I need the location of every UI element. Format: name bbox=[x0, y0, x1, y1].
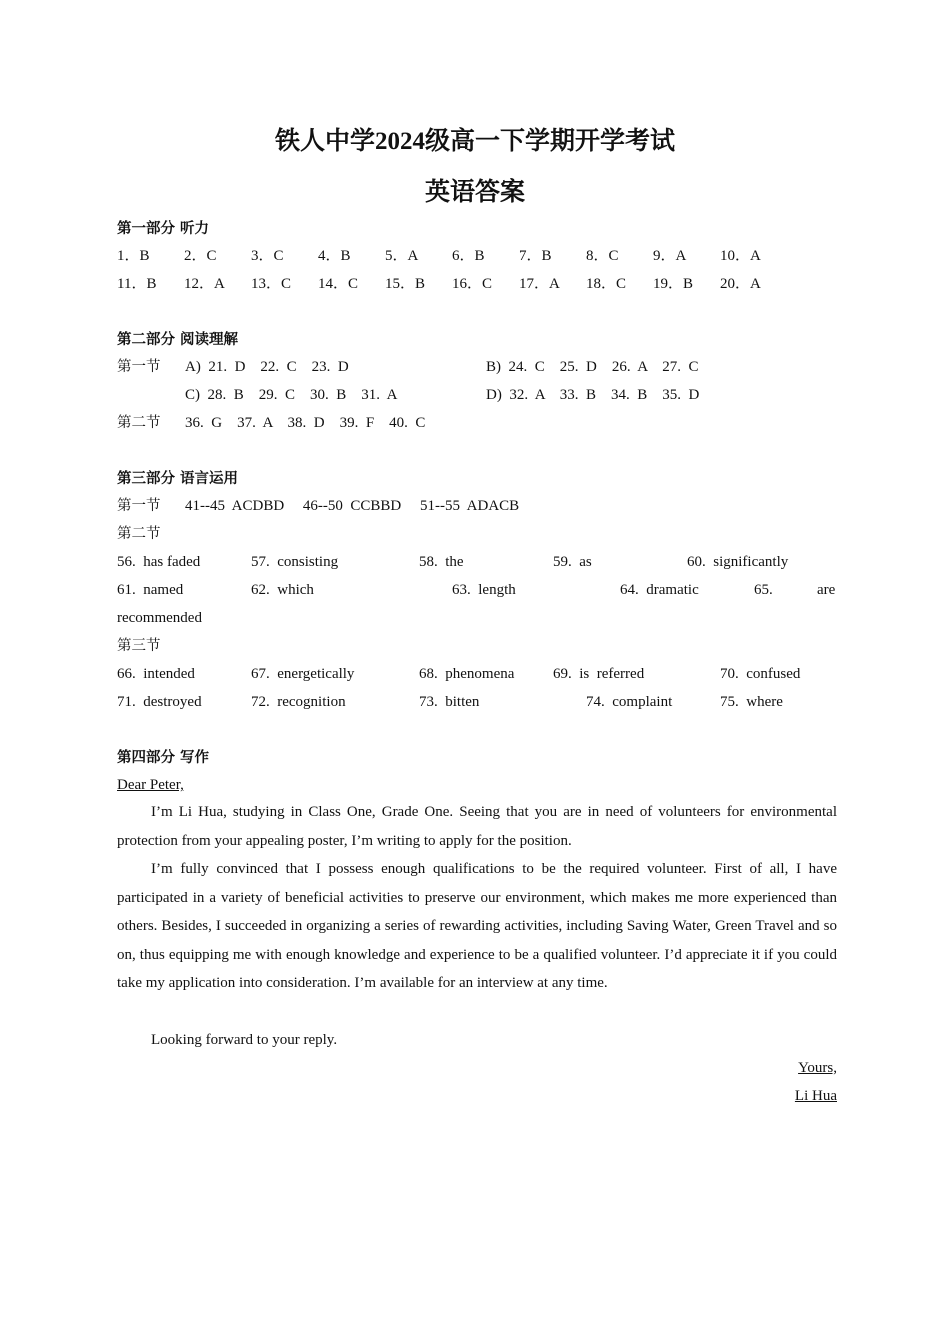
reading-section2-answers: 36. G 37. A 38. D 39. F 40. C bbox=[185, 415, 426, 431]
letter-closing: Yours, bbox=[798, 1060, 837, 1076]
part3-heading: 第三部分 语言运用 bbox=[117, 471, 239, 487]
answer: 10．A bbox=[720, 248, 761, 264]
part4-heading: 第四部分 写作 bbox=[117, 750, 210, 766]
answer: 15．B bbox=[385, 276, 426, 292]
cloze-answers: 41--45 ACDBD 46--50 CCBBD 51--55 ADACB bbox=[185, 498, 520, 514]
answer: 66. intended bbox=[117, 666, 195, 682]
part2-section1-label: 第一节 bbox=[117, 359, 161, 375]
letter-signature: Li Hua bbox=[794, 1088, 837, 1104]
reading-group-a: A) 21. D 22. C 23. D bbox=[185, 359, 349, 375]
letter-paragraph-1: I’m Li Hua, studying in Class One, Grade One. Seeing that you are in need of volunteers for environmental protection from your appealing poster, I’m writing to apply for the position. bbox=[117, 804, 837, 849]
answer: 73. bitten bbox=[419, 694, 480, 710]
answer: 8．C bbox=[586, 248, 619, 264]
reading-group-c: C) 28. B 29. C 30. B 31. A bbox=[185, 387, 398, 403]
answer: 7．B bbox=[519, 248, 552, 264]
answer: 18．C bbox=[586, 276, 627, 292]
part3-section2-label: 第二节 bbox=[117, 526, 161, 542]
answer: 5．A bbox=[385, 248, 419, 264]
page-title: 铁人中学2024级高一下学期开学考试 bbox=[274, 128, 675, 155]
part3-section1-label: 第一节 bbox=[117, 498, 161, 514]
letter-greeting: Dear Peter, bbox=[117, 777, 184, 793]
page-subtitle: 英语答案 bbox=[424, 179, 525, 206]
letter-paragraph-2: I’m fully convinced that I possess enough qualifications to be the required volunteer. First of all, I have participated in a variety of beneficial activities to preserve our environment, which makes me more experienced than others. Besides, I succeeded in organizing a series of rewarding activities, including Saving Water, Green Travel and so on, thus equipping me with enough knowledge and experience to be a qualified volunteer. I’d appreciate it if you could take my application into consideration. I’m available for an interview at any time. bbox=[117, 861, 837, 992]
answer: 68. phenomena bbox=[419, 666, 515, 682]
answer: 16．C bbox=[452, 276, 493, 292]
answer: 13．C bbox=[251, 276, 292, 292]
reading-group-d: D) 32. A 33. B 34. B 35. D bbox=[486, 387, 700, 403]
answer: 12．A bbox=[184, 276, 225, 292]
part3-section3-label: 第三节 bbox=[117, 638, 161, 654]
answer: 11．B bbox=[117, 276, 157, 292]
answer: 57. consisting bbox=[251, 554, 339, 570]
answer: 60. significantly bbox=[687, 554, 789, 570]
answer: 74. complaint bbox=[586, 694, 673, 710]
answer: 19．B bbox=[653, 276, 694, 292]
answer: 2．C bbox=[184, 248, 217, 264]
answer: 65. bbox=[754, 582, 773, 598]
answer: 63. length bbox=[452, 582, 516, 598]
answer: 75. where bbox=[720, 694, 783, 710]
answer: 4．B bbox=[318, 248, 351, 264]
answer: 59. as bbox=[553, 554, 592, 570]
letter-paragraph-3: Looking forward to your reply. bbox=[151, 1032, 338, 1048]
answer: 20．A bbox=[720, 276, 761, 292]
answer: are bbox=[817, 582, 836, 598]
answer: 70. confused bbox=[720, 666, 801, 682]
part2-section2-label: 第二节 bbox=[117, 415, 161, 431]
answer: 67. energetically bbox=[251, 666, 355, 682]
answer: 6．B bbox=[452, 248, 485, 264]
answer: 64. dramatic bbox=[620, 582, 699, 598]
answer: 3．C bbox=[251, 248, 284, 264]
part1-heading: 第一部分 听力 bbox=[117, 221, 210, 237]
answer: 56. has faded bbox=[117, 554, 201, 570]
answer: 62. which bbox=[251, 582, 314, 598]
answer: 14．C bbox=[318, 276, 359, 292]
answer: 71. destroyed bbox=[117, 694, 202, 710]
answer: 72. recognition bbox=[251, 694, 346, 710]
part2-heading: 第二部分 阅读理解 bbox=[117, 332, 239, 348]
answer: 9．A bbox=[653, 248, 687, 264]
answer: 69. is referred bbox=[553, 666, 645, 682]
answer-wrap: recommended bbox=[117, 610, 202, 626]
answer: 1．B bbox=[117, 248, 150, 264]
answer: 61. named bbox=[117, 582, 184, 598]
reading-group-b: B) 24. C 25. D 26. A 27. C bbox=[486, 359, 699, 375]
answer: 17．A bbox=[519, 276, 560, 292]
answer: 58. the bbox=[419, 554, 464, 570]
